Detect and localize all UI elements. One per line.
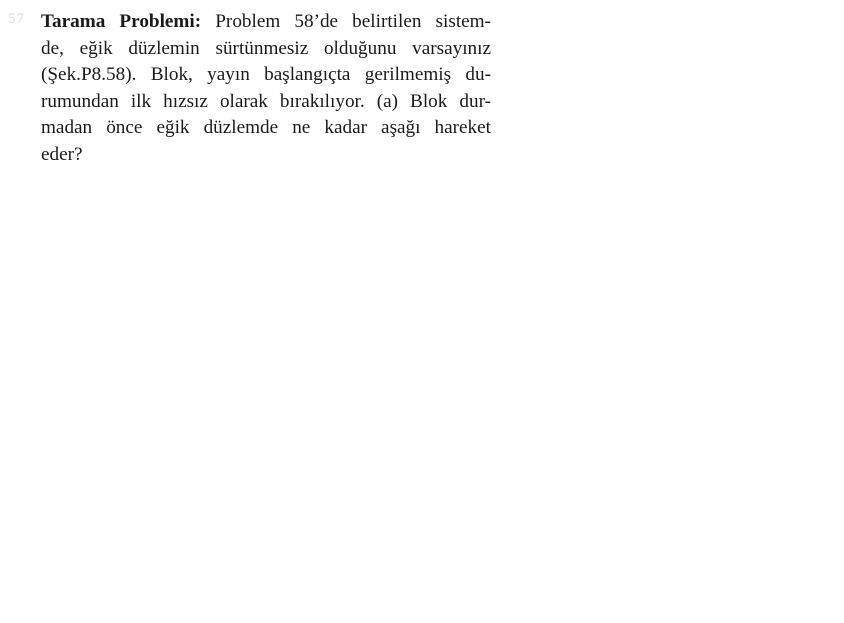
problem-line-4: rumundan ilk hızsız olarak bırakılıyor. (a) Blok dur- <box>41 90 491 112</box>
problem-line-1 <box>41 9 491 36</box>
problem-number-mark: 57 <box>8 11 25 27</box>
problem-line-2: de, eğik düzlemin sürtünmesiz olduğunu varsayınız <box>41 37 491 59</box>
problem-line-3: (Şek.P8.58). Blok, yayın başlangıçta gerilmemiş du- <box>41 64 491 85</box>
problem-line-5: madan önce eğik düzlemde ne kadar aşağı hareket <box>41 117 491 138</box>
problem-title: Tarama Problemi: <box>41 11 202 32</box>
problem-line-1-text: Problem 58’de belirtilen sistem- <box>201 11 491 32</box>
problem-line-6: eder? <box>41 143 83 165</box>
problem-text <box>41 9 491 168</box>
